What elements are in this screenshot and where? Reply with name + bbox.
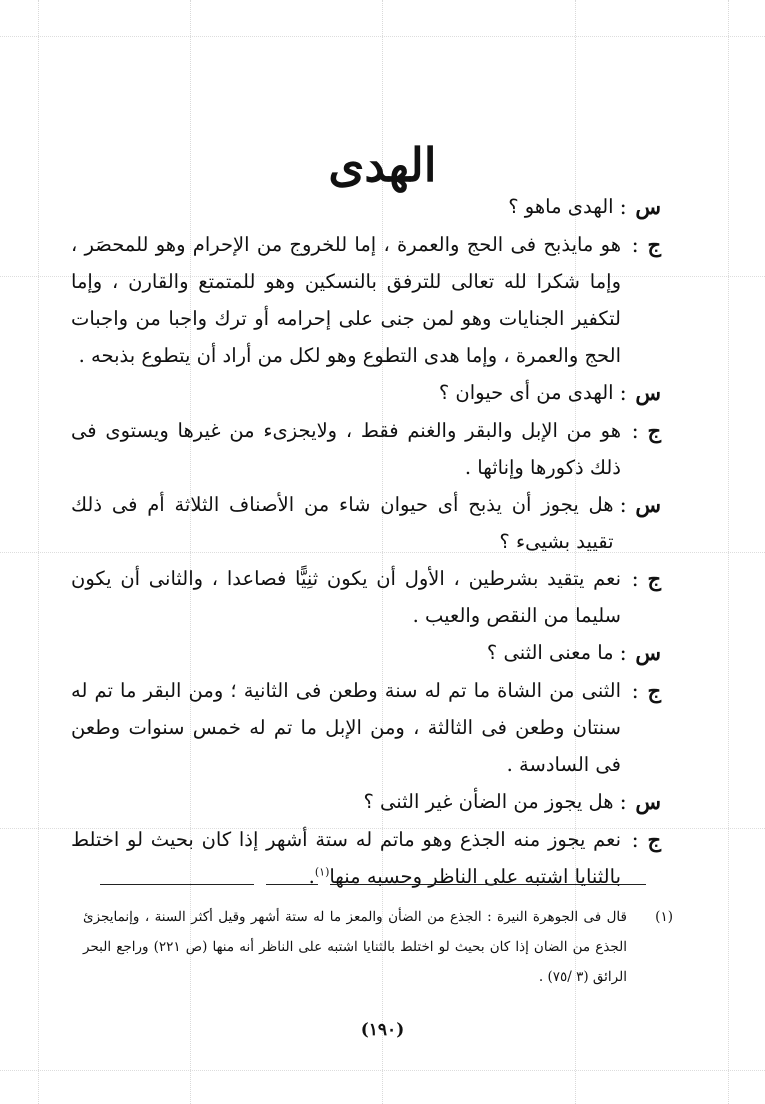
entry-marker: س : — [619, 380, 661, 405]
footnote-separator — [330, 884, 646, 885]
entry-text: هو من الإبل والبقر والغنم فقط ، ولايجزىء من غيرها ويستوى فى ذلك ذكورها وإناثها . — [71, 419, 621, 479]
entry-marker: ج : — [631, 678, 661, 703]
qa-entry — [71, 226, 661, 374]
entry-marker: ج : — [631, 827, 661, 852]
entry-text: الهدى من أى حيوان ؟ — [438, 381, 614, 404]
entry-marker: س : — [619, 640, 661, 665]
entry-marker: س : — [619, 789, 661, 814]
entry-text: الهدى ماهو ؟ — [508, 195, 614, 218]
entry-text: هل يجوز أن يذبح أى حيوان شاء من الأصناف الثلاثة أم فى ذلك تقييد بشيىء ؟ — [71, 493, 614, 553]
entry-text: نعم يتقيد بشرطين ، الأول أن يكون ثنِيًّا فصاعدا ، والثانى أن يكون سليما من النقص والعيب . — [71, 567, 621, 627]
footnote-reference[interactable]: (١) — [314, 865, 330, 879]
qa-entry — [71, 188, 661, 226]
entry-text-tail: . — [308, 865, 315, 888]
entry-text: ما معنى الثنى ؟ — [486, 641, 614, 664]
qa-entry — [71, 783, 661, 821]
entry-marker: ج : — [631, 566, 661, 591]
page-number: (١٩٠) — [360, 1020, 405, 1040]
qa-entry — [71, 634, 661, 672]
qa-entry — [71, 672, 661, 783]
entry-marker: س : — [619, 194, 661, 219]
scan-grid-line — [0, 1070, 765, 1071]
entry-marker: س : — [619, 492, 661, 517]
entry-text: الثنى من الشاة ما تم له سنة وطعن فى الثانية ؛ ومن البقر ما تم له سنتان وطعن فى الثالثة ، ومن الإبل ما تم له خمس سنوات وطعن فى السادسة . — [71, 679, 621, 776]
entry-text: هل يجوز من الضأن غير الثنى ؟ — [363, 790, 614, 813]
scan-grid-line — [0, 36, 765, 37]
footnote-text: قال فى الجوهرة النيرة : الجذع من الضأن والمعز ما له ستة أشهر وقيل أكثر السنة ، وإنمايجزئ الجذع من الضان إذا كان بحيث لو اختلط بالثنايا اشتبه على الناظر أنه منها (ص ٢٢١) وراجع البحر الرائق (٣ /٧٥) . — [83, 909, 627, 985]
footnote-number: (١) — [655, 909, 673, 925]
footnote-separator — [266, 884, 318, 885]
footnote — [83, 902, 673, 992]
qa-entry — [71, 486, 661, 560]
entry-text: هو مايذبح فى الحج والعمرة ، إما للخروج من الإحرام وهو للمحصَر ، وإما شكرا لله تعالى للترفق بالنسكين وهو للمتمتع والقارن ، وإما لتكفير الجنايات وهو لمن جنى على إحرامه أو ترك واجبا من واجبات الحج والعمرة ، وإما هدى التطوع وهو لكل من أراد أن يتطوع بذبحه . — [71, 233, 621, 367]
page-title: الهدى — [328, 138, 437, 192]
qa-list — [71, 188, 661, 895]
qa-entry — [71, 374, 661, 412]
qa-entry — [71, 560, 661, 634]
footnote-separator — [100, 884, 254, 885]
entry-marker: ج : — [631, 232, 661, 257]
entry-text-body: نعم يجوز منه الجذع وهو ماتم له ستة أشهر إذا كان بحيث لو اختلط بالثنايا اشتبه على الناظر وحسبه منها — [71, 828, 621, 888]
entry-marker: ج : — [631, 418, 661, 443]
qa-entry — [71, 412, 661, 486]
